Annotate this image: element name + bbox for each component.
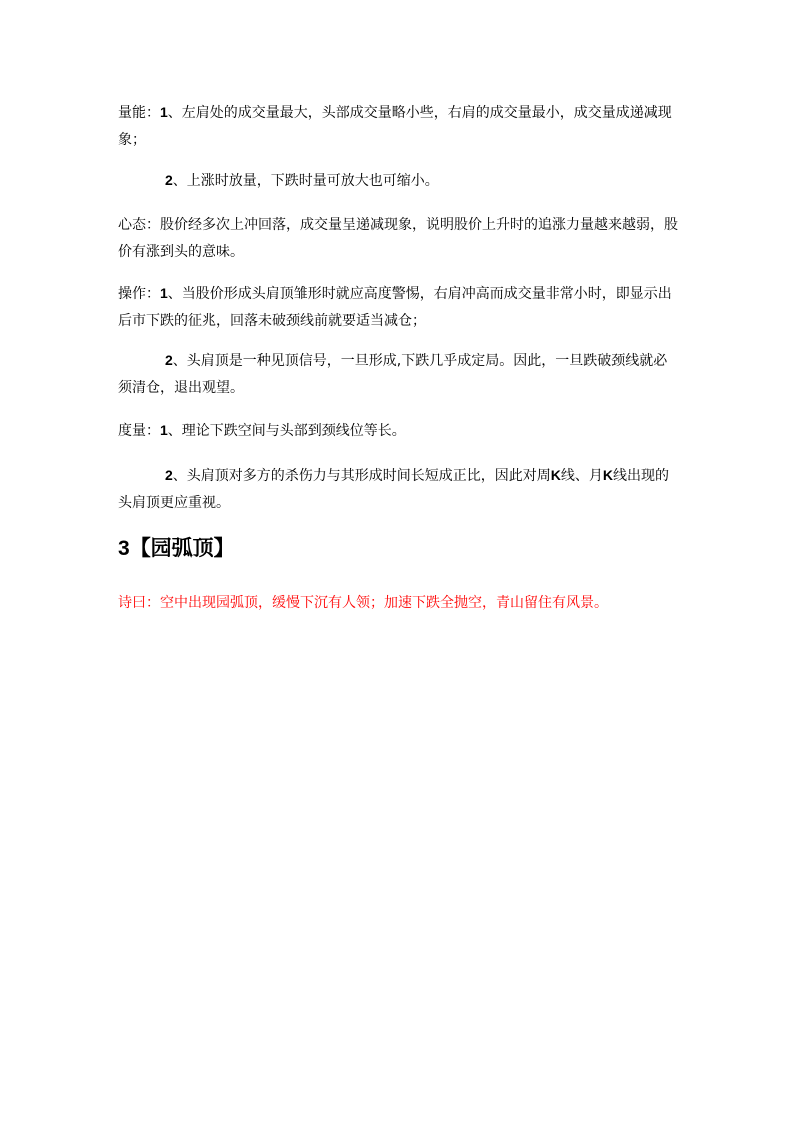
paragraph-text: 、理论下跌空间与头部到颈线位等长。	[167, 423, 406, 439]
item-number: 2	[165, 172, 173, 188]
label-volume: 量能：	[118, 105, 160, 121]
paragraph-volume-2	[118, 167, 678, 195]
paragraph-text-a: 、头肩顶对多方的杀伤力与其形成时间长短成正比，因此对周	[172, 468, 551, 484]
paragraph-volume-1	[118, 99, 678, 154]
item-number: 2	[165, 467, 173, 483]
label-measure: 度量：	[118, 423, 160, 439]
paragraph-text: 股价经多次上冲回落，成交量呈递减现象，说明股价上升时的追涨力量越来越弱，股价有涨到头的意味。	[118, 217, 678, 260]
paragraph-text-c: 线出现的头肩顶更应重视。	[118, 468, 670, 511]
paragraph-text: 、左肩处的成交量最大，头部成交量略小些，右肩的成交量最小，成交量成递减现象；	[118, 105, 672, 148]
paragraph-text: 、头肩顶是一种见顶信号，一旦形成,下跌几乎成定局。因此，一旦跌破颈线就必须清仓，退出观望。	[118, 353, 668, 396]
paragraph-measure-2	[118, 462, 678, 517]
paragraph-text: 、当股价形成头肩顶雏形时就应高度警惕，右肩冲高而成交量非常小时，即显示出后市下跌的征兆，回落未破颈线前就要适当减仓；	[118, 286, 672, 329]
paragraph-mindset	[118, 212, 678, 266]
label-operation: 操作：	[118, 286, 160, 302]
poem-line: 诗曰：空中出现园弧顶，缓慢下沉有人领；加速下跌全抛空，青山留住有风景。	[118, 595, 608, 611]
paragraph-operation-2	[118, 347, 678, 402]
paragraph-measure-1	[118, 417, 678, 445]
paragraph-operation-1	[118, 280, 678, 335]
paragraph-text-b: 线、月	[560, 468, 603, 484]
section-number: 3	[118, 537, 130, 560]
paragraph-text: 、上涨时放量，下跌时量可放大也可缩小。	[172, 173, 439, 189]
item-number: 1	[160, 104, 168, 120]
k-letter: K	[550, 467, 561, 483]
k-letter: K	[602, 467, 614, 483]
section-title: 【园弧顶】	[129, 536, 235, 560]
item-number: 2	[165, 352, 173, 368]
item-number: 1	[160, 422, 168, 438]
item-number: 1	[160, 285, 168, 301]
label-mindset: 心态：	[118, 217, 160, 233]
section-heading	[118, 533, 235, 564]
